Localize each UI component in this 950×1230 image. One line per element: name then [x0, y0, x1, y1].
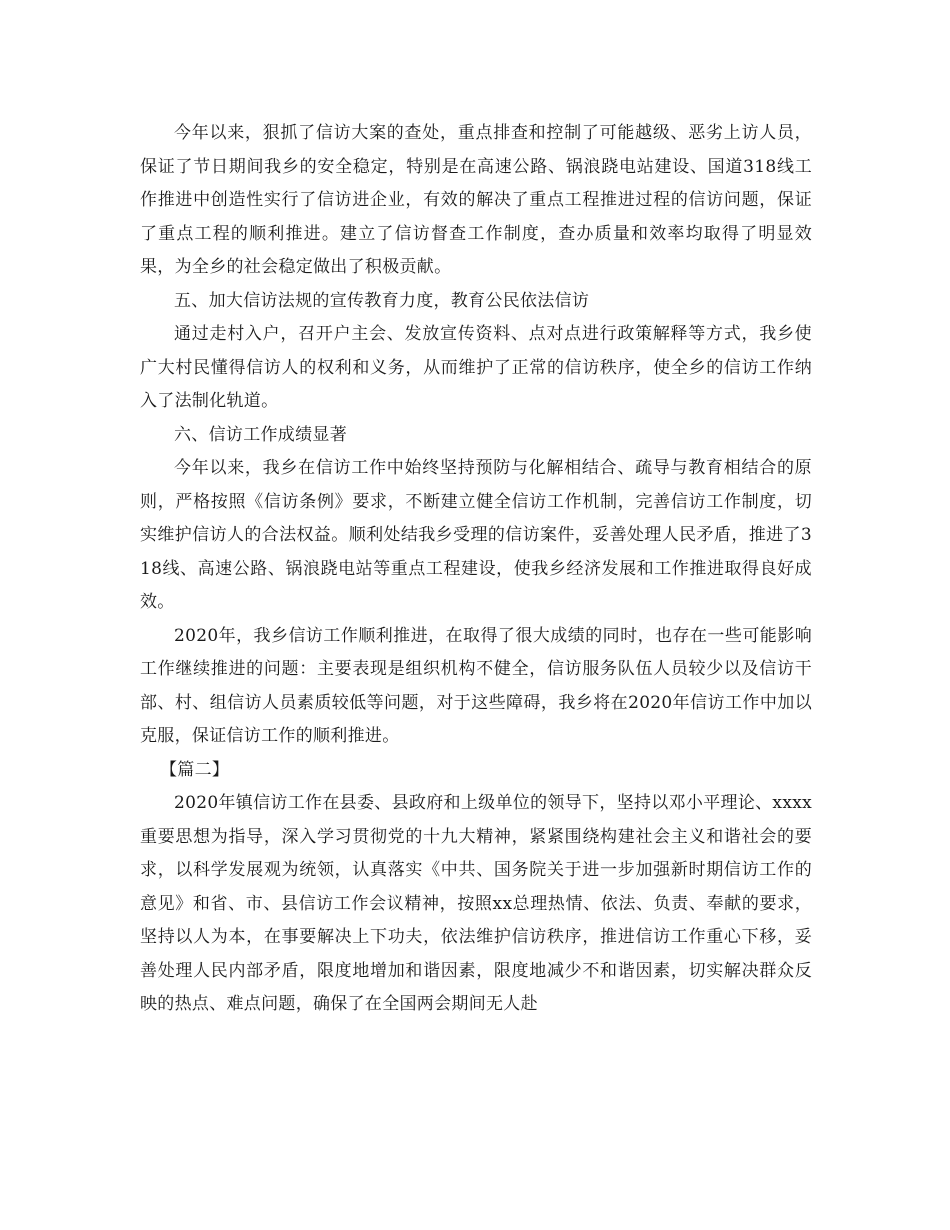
section-marker-part-two: 【篇二】 — [160, 759, 230, 780]
paragraph-town-petition-work: 2020年镇信访工作在县委、县政府和上级单位的领导下，坚持以邓小平理论、xxxx重要思想为指导，深入学习贯彻党的十九大精神，紧紧围绕构建社会主义和谐社会的要求，以科学发展观为统领，认真落实《中共、国务院关于进一步加强新时期信访工作的意见》和省、市、县信访工作会议精神，按照xx总理热情、依法、负责、奉献的要求，坚持以人为本，在事要解决上下功夫，依法维护信访秩序，推进信访工作重心下移，妥善处理人民内部矛盾，限度地增加和谐因素，限度地减少不和谐因素，切实解决群众反映的热点、难点问题，确保了在全国两会期间无人赴 — [140, 793, 812, 1014]
paragraph-achievements: 今年以来，我乡在信访工作中始终坚持预防与化解相结合、疏导与教育相结合的原则，严格按照《信访条例》要求，不断建立健全信访工作机制，完善信访工作制度，切实维护信访人的合法权益。顺利处结我乡受理的信访案件，妥善处理人民矛盾，推进了318线、高速公路、锅浪跷电站等重点工程建设，使我乡经济发展和工作推进取得良好成效。 — [140, 458, 812, 612]
paragraph-village-outreach: 通过走村入户，召开户主会、发放宣传资料、点对点进行政策解释等方式，我乡使广大村民懂得信访人的权利和义务，从而维护了正常的信访秩序，使全乡的信访工作纳入了法制化轨道。 — [140, 324, 812, 411]
heading-section-five: 五、加大信访法规的宣传教育力度，教育公民依法信访 — [174, 290, 590, 311]
document-body — [140, 117, 812, 1022]
paragraph-2020-problems: 2020年，我乡信访工作顺利推进，在取得了很大成绩的同时，也存在一些可能影响工作继续推进的问题：主要表现是组织机构不健全，信访服务队伍人员较少以及信访干部、村、组信访人员素质较低等问题，对于这些障碍，我乡将在2020年信访工作中加以克服，保证信访工作的顺利推进。 — [140, 625, 812, 746]
paragraph-petition-cases: 今年以来，狠抓了信访大案的查处，重点排查和控制了可能越级、恶劣上访人员，保证了节日期间我乡的安全稳定，特别是在高速公路、锅浪跷电站建设、国道318线工作推进中创造性实行了信访进企业，有效的解决了重点工程推进过程的信访问题，保证了重点工程的顺利推进。建立了信访督查工作制度，查办质量和效率均取得了明显效果，为全乡的社会稳定做出了积极贡献。 — [140, 123, 812, 277]
heading-section-six: 六、信访工作成绩显著 — [174, 424, 347, 445]
